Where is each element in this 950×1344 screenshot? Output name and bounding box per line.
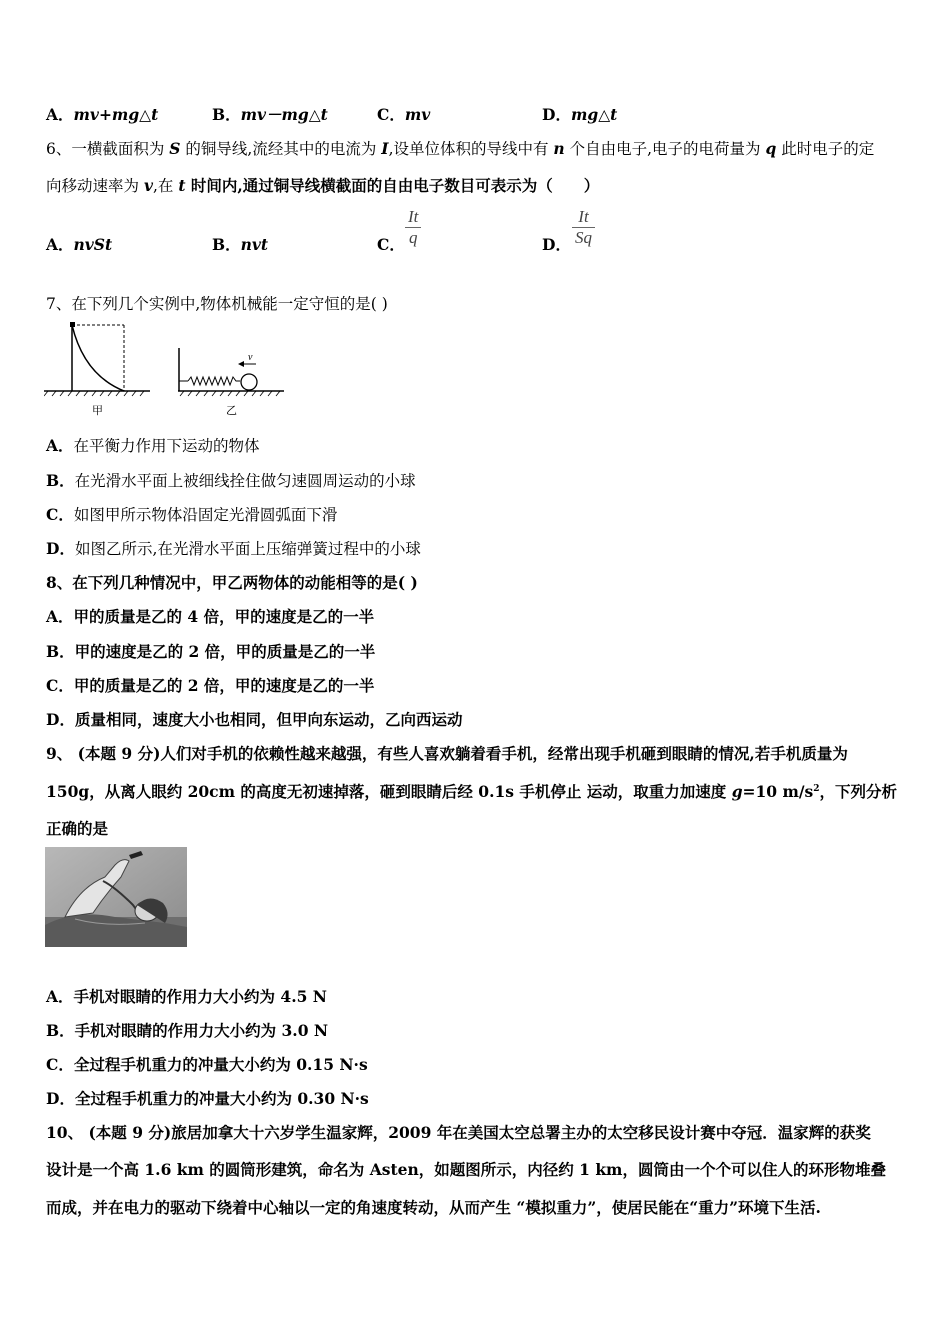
q5-option-d: D．mg△t xyxy=(542,105,618,124)
q9-option-c: C．全过程手机重力的冲量大小约为 0.15 N·s xyxy=(46,1055,368,1074)
q7-fig-velocity-label: v xyxy=(248,352,253,363)
q7-stem: 7、在下列几个实例中,物体机械能一定守恒的是( ) xyxy=(46,295,388,313)
q8-option-b: B．甲的速度是乙的 2 倍，甲的质量是乙的一半 xyxy=(46,642,376,661)
q8-option-c: C．甲的质量是乙的 2 倍，甲的速度是乙的一半 xyxy=(46,676,375,695)
phone-photo xyxy=(45,847,187,947)
q8-option-d: D．质量相同，速度大小也相同，但甲向东运动，乙向西运动 xyxy=(46,710,463,729)
q7-figure xyxy=(44,320,289,420)
q7-option-d: D．如图乙所示,在光滑水平面上压缩弹簧过程中的小球 xyxy=(46,539,421,558)
q6-stem-line2: 向移动速率为 v,在 t 时间内,通过铜导线横截面的自由电子数目可表示为（ ） xyxy=(46,176,600,195)
q6-option-c-fraction: It q xyxy=(405,207,421,248)
q10-stem-line2: 设计是一个高 1.6 km 的圆筒形建筑，命名为 Asten，如题图所示，内径约 1 km，圆筒由一个个可以住人的环形物堆叠 xyxy=(46,1160,886,1179)
q5-option-b: B．mv－mg△t xyxy=(212,105,328,124)
q5-option-c: C．mv xyxy=(377,105,431,124)
q8-option-a: A．甲的质量是乙的 4 倍，甲的速度是乙的一半 xyxy=(46,607,375,626)
q10-stem-line3: 而成，并在电力的驱动下绕着中心轴以一定的角速度转动，从而产生 “模拟重力”，使居民能在“重力”环境下生活. xyxy=(46,1198,821,1217)
q5-option-a: A．mv+mg△t xyxy=(46,105,159,124)
q6-option-b: B．nvt xyxy=(212,235,269,254)
q7-option-a: A．在平衡力作用下运动的物体 xyxy=(46,436,260,455)
q6-option-d-fraction: It Sq xyxy=(572,207,595,248)
q9-stem-line2: 150g，从离人眼约 20cm 的高度无初速掉落，砸到眼睛后经 0.1s 手机停止 运动，取重力加速度 g=10 $m/s^2$，下列分析 xyxy=(46,782,898,801)
q9-option-b: B．手机对眼睛的作用力大小约为 3.0 N xyxy=(46,1021,329,1040)
q9-option-a: A．手机对眼睛的作用力大小约为 4.5 N xyxy=(46,987,327,1006)
q6-option-c: C． xyxy=(377,235,405,254)
q10-stem-line1: 10、 (本题 9 分)旅居加拿大十六岁学生温家辉，2009 年在美国太空总署主办的太空移民设计赛中夺冠．温家辉的获奖 xyxy=(46,1123,871,1142)
q9-option-d: D．全过程手机重力的冲量大小约为 0.30 N·s xyxy=(46,1089,369,1108)
q7-option-c: C．如图甲所示物体沿固定光滑圆弧面下滑 xyxy=(46,505,338,524)
q7-fig-label-yi: 乙 xyxy=(226,404,237,417)
q7-option-b: B．在光滑水平面上被细线拴住做匀速圆周运动的小球 xyxy=(46,471,416,490)
q9-stem-line1: 9、 (本题 9 分)人们对手机的依赖性越来越强，有些人喜欢躺着看手机，经常出现手机砸到眼睛的情况,若手机质量为 xyxy=(46,744,848,763)
q8-stem: 8、在下列几种情况中，甲乙两物体的动能相等的是( ) xyxy=(46,573,418,592)
q7-fig-label-jia: 甲 xyxy=(92,404,103,417)
q6-option-d: D． xyxy=(542,235,571,254)
q9-stem-line3: 正确的是 xyxy=(46,819,109,838)
q6-stem-line1: 6、一横截面积为 S 的铜导线,流经其中的电流为 I,设单位体积的导线中有 n 个自由电子,电子的电荷量为 q 此时电子的定 xyxy=(46,139,875,158)
q6-option-a: A．nvSt xyxy=(46,235,113,254)
